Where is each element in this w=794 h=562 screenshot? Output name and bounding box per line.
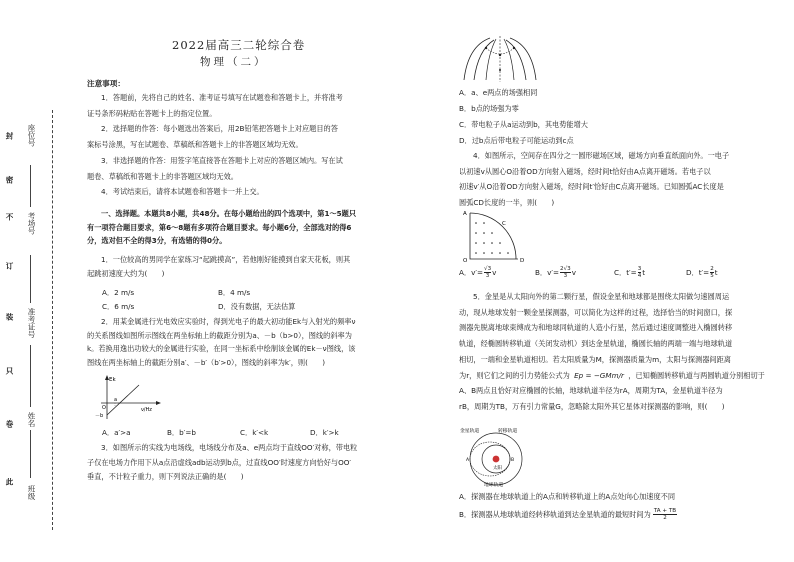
fraction bbox=[710, 266, 714, 279]
q3-line: 3．如图所示的实线为电场线，电场线分布及a、e两点均于直线OO′对称，带电粒 bbox=[101, 443, 358, 452]
q4-option-c[interactable] bbox=[614, 266, 645, 279]
q5-text: 为r，则它们之间的引力势能公式为 bbox=[459, 370, 570, 380]
fraction bbox=[638, 266, 642, 279]
x-label: ν/Hz bbox=[141, 407, 152, 413]
binding-char: 封 bbox=[5, 132, 14, 140]
label-C: C bbox=[502, 221, 506, 227]
q4-line: 4．如图所示，空间存在四分之一圆形磁场区域，磁场方向垂直纸面向外。一电子 bbox=[473, 151, 730, 160]
binding-char: 订 bbox=[5, 262, 14, 270]
binding-char: 卷 bbox=[5, 420, 14, 428]
option-label: C．t′= bbox=[614, 267, 637, 277]
q5-line: 轨道，经椭圆转移轨道（关闭发动机）到达金星轨道，椭圆长轴的两端一端与地球轨道 bbox=[459, 339, 733, 349]
q1-option-b[interactable]: B．4 m/s bbox=[218, 288, 251, 297]
x-axis-arrow bbox=[156, 401, 161, 405]
page-title: 2022届高三二轮综合卷 bbox=[172, 38, 306, 52]
field-exam-id: 准考证号 bbox=[27, 308, 36, 338]
q4-option-d[interactable] bbox=[686, 266, 718, 279]
section-line: 一、选择题。本题共8小题，共48分。在每小题给出的四个选项中，第1～5题只 bbox=[101, 209, 357, 218]
q4-line: 以初速v从圆心O沿着OD方向射入磁场，经时间t恰好由A点离开磁场。若电子以 bbox=[459, 166, 711, 176]
field-line bbox=[30, 165, 31, 207]
q3-option-d[interactable]: D．过b点后带电粒子可能运动到c点 bbox=[459, 136, 574, 145]
notice-line: 案标号涂黑，写在试题卷、草稿纸和答题卡上的非答题区域均无效。 bbox=[87, 140, 303, 150]
binding-char: 只 bbox=[5, 367, 14, 375]
q5-orbit-figure bbox=[458, 427, 538, 487]
frac-den: 2 bbox=[663, 515, 667, 522]
option-label: B．v′= bbox=[535, 267, 560, 277]
origin-label: O bbox=[102, 405, 106, 411]
q5-line-ep bbox=[459, 371, 779, 381]
q5-option-b[interactable] bbox=[459, 508, 677, 522]
intercept-a: a bbox=[114, 397, 118, 403]
fraction bbox=[653, 508, 677, 522]
question-4 bbox=[459, 151, 779, 208]
q3-option-b[interactable]: B．b点的场强为零 bbox=[459, 104, 519, 113]
field-line bbox=[30, 430, 31, 478]
q1-option-c[interactable]: C．6 m/s bbox=[102, 302, 135, 311]
notice-line: 2．选择题的作答：每小题选出答案后，用2B铅笔把答题卡上对应题目的答 bbox=[101, 124, 338, 134]
q1-option-d[interactable]: D．没有数据，无法估算 bbox=[218, 302, 296, 311]
q3-line: 垂直，不计粒子重力，则下列说法正确的是( ) bbox=[87, 472, 244, 482]
q5-line: A、B两点且恰好对应椭圆的长轴，地球轨道半径为rA，周期为TA，金星轨道半径为 bbox=[459, 386, 723, 396]
q2-line: 2．用某金属进行光电效应实验时，得到光电子的最大初动能Ek与入射光的频率ν bbox=[101, 317, 356, 326]
label-A: A bbox=[463, 211, 467, 217]
q5-line: 相切，一端和金星轨道相切。若太阳质量为M，探测器质量为m，太阳与探测器间距离 bbox=[459, 354, 731, 364]
q4-option-b[interactable] bbox=[535, 266, 576, 279]
binding-char: 装 bbox=[5, 313, 14, 321]
option-tail: v bbox=[571, 268, 576, 278]
q2-option-b[interactable]: B．b′=b bbox=[167, 428, 196, 437]
field-line bbox=[30, 255, 31, 303]
frac-num: 2√3 bbox=[560, 266, 571, 272]
q5-line: 动，现从地球发射一颗金星探测器，可以简化为这样的过程，选择恰当的时间窗口，探 bbox=[459, 307, 733, 317]
q3-option-c[interactable]: C．带电粒子从a运动到b，其电势能增大 bbox=[459, 120, 588, 129]
binding-char: 不 bbox=[5, 213, 14, 221]
frac-num: 2 bbox=[710, 266, 714, 272]
section-line: 分，选对但不全的得3分，有选错的得0分。 bbox=[87, 236, 227, 246]
ep-formula: Ep = −GMm/r bbox=[574, 370, 624, 380]
option-label: A．v′= bbox=[459, 267, 484, 277]
label-D: D bbox=[520, 258, 525, 263]
field-name: 姓名 bbox=[27, 412, 36, 427]
option-tail: v bbox=[492, 268, 497, 278]
option-label: D．t′= bbox=[686, 267, 710, 277]
fraction bbox=[560, 266, 571, 279]
binding-dashed-line bbox=[52, 110, 53, 530]
q2-line: k。若换用逸出功较大的金属进行实验，在同一坐标系中绘制该金属的Ek－ν图线，该 bbox=[87, 344, 356, 354]
q5-line: rB，周期为TB，万有引力常量G，忽略除太阳外其它星体对探测器的影响，则( ) bbox=[459, 402, 725, 412]
field-seat: 座位号 bbox=[27, 124, 36, 147]
q5-line: 5．金星是从太阳向外的第二颗行星，假设金星和地球都是围绕太阳做匀速圆周运 bbox=[473, 292, 730, 301]
question-2 bbox=[87, 317, 392, 368]
q3-field-figure bbox=[460, 36, 540, 82]
frac-den: 5 bbox=[710, 273, 714, 280]
q5-text: ，已知椭圆转移轨道与两圆轨道分别相切于 bbox=[628, 370, 765, 380]
q2-graph bbox=[95, 373, 165, 423]
field-line bbox=[30, 345, 31, 407]
intercept-b: －b bbox=[95, 413, 104, 419]
q3-option-a[interactable]: A．a、e两点的场强相同 bbox=[459, 88, 538, 97]
binding-char: 密 bbox=[5, 176, 14, 184]
notice-line: 1．答题前，先将自己的姓名、准考证号填写在试题卷和答题卡上，并将准考 bbox=[101, 93, 343, 102]
field-class: 班级 bbox=[27, 485, 36, 500]
binding-strip bbox=[0, 0, 80, 562]
frac-num: 3 bbox=[637, 266, 642, 272]
section-line: 有一项符合题目要求，第6～8题有多项符合题目要求。每小题6分，全部选对的得6 bbox=[87, 222, 352, 232]
q2-option-a[interactable]: A．a′>a bbox=[102, 428, 131, 437]
section-instructions bbox=[87, 209, 392, 246]
ek-line bbox=[107, 385, 139, 415]
frac-den: 3 bbox=[485, 273, 490, 280]
q2-line: 的关系图线如图所示图线在两坐标轴上的截距分别为a、－b（b>0），图线的斜率为 bbox=[87, 330, 352, 340]
q4-line: 初速v′从O沿着OD方向射入磁场，经时间t′恰好由C点离开磁场。已知圆弧AC长度是 bbox=[459, 182, 724, 192]
notice-heading: 注意事项： bbox=[87, 79, 125, 88]
q1-line: 起跳初速度大约为( ) bbox=[87, 268, 165, 278]
point-A: A bbox=[466, 458, 470, 463]
notice-line: 3．非选择题的作答：用签字笔直接答在答题卡上对应的答题区域内。写在试 bbox=[101, 155, 343, 165]
q4-line: 圆弧CD长度的一半，则( ) bbox=[459, 198, 555, 208]
notice-line: 证号条形码粘贴在答题卡上的指定位置。 bbox=[87, 108, 217, 118]
page-subtitle: 物理（二） bbox=[200, 56, 268, 68]
q2-option-d[interactable]: D．k′>k bbox=[310, 428, 339, 437]
notice-list bbox=[87, 93, 392, 197]
option-tail: t bbox=[642, 268, 646, 278]
sun-label: 太阳 bbox=[493, 466, 502, 471]
frac-den: 4 bbox=[637, 273, 642, 280]
q1-option-a[interactable]: A．2 m/s bbox=[102, 288, 135, 297]
label-O: O bbox=[463, 258, 468, 263]
sun-icon bbox=[493, 456, 500, 463]
earth-label: 地球轨道 bbox=[484, 483, 504, 487]
fraction bbox=[484, 266, 491, 279]
option-label: B．探测器从地球轨道经转移轨道到达金星轨道的最短时间为 bbox=[459, 509, 651, 519]
option-tail: t bbox=[714, 268, 718, 278]
y-label: Ek bbox=[109, 377, 116, 383]
notice-line: 题卷、草稿纸和答题卡上的非答题区域均无效。 bbox=[87, 171, 238, 181]
frac-num: TA + TB bbox=[653, 508, 677, 514]
frac-num: √3 bbox=[484, 266, 492, 272]
binding-char: 此 bbox=[5, 478, 14, 486]
field-room: 考场号 bbox=[27, 212, 36, 235]
question-5 bbox=[459, 292, 779, 412]
venus-label: 金星轨道 bbox=[460, 429, 480, 434]
q5-option-a[interactable]: A．探测器在地球轨道上的A点和转移轨道上的A点处向心加速度不同 bbox=[459, 492, 676, 501]
question-3 bbox=[87, 443, 392, 482]
transfer-label: 转移轨道 bbox=[498, 429, 518, 434]
q5-line: 测器先脱离地球束缚成为和地球同轨道的人造小行星，然后通过速度调整进入椭圆转移 bbox=[459, 323, 733, 333]
q2-option-c[interactable]: C．k′<k bbox=[240, 428, 269, 437]
notice-line: 4．考试结束后，请将本试题卷和答题卡一并上交。 bbox=[101, 187, 264, 197]
q3-line: 子仅在电场力作用下从a点沿虚线adb运动到b点，过直线OO′时速度方向恰好与OO′ bbox=[87, 457, 352, 467]
q1-line: 1．一位较高的男同学在家练习“起跳摸高”，若他刚好能摸到自家天花板，则其 bbox=[101, 255, 351, 264]
frac-den: 3 bbox=[563, 273, 568, 280]
point-B: B bbox=[511, 458, 515, 463]
question-1 bbox=[87, 255, 392, 278]
q4-magnetic-figure bbox=[460, 207, 532, 263]
q2-line: 图线在两坐标轴上的截距分别a′、－b′（b′>0），图线的斜率为k′，则( ) bbox=[87, 358, 326, 368]
q4-option-a[interactable] bbox=[459, 266, 496, 279]
